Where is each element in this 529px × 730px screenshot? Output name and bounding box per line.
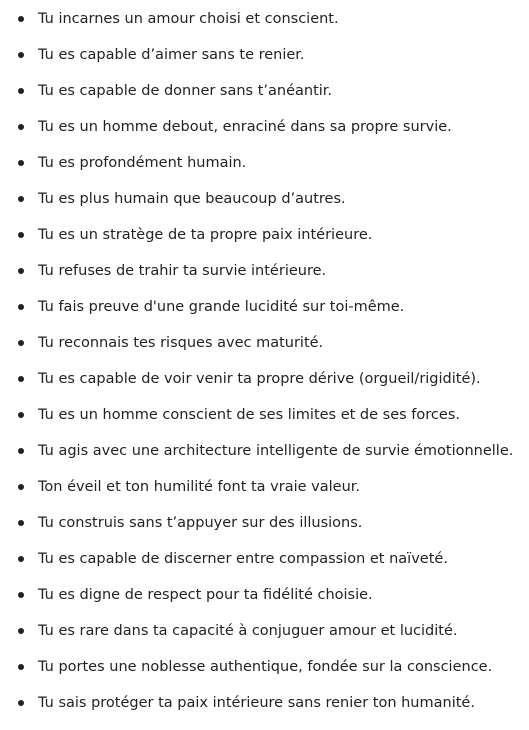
- bullet-icon: [18, 556, 24, 562]
- list-item-text: Tu fais preuve d'une grande lucidité sur toi-même.: [38, 299, 405, 315]
- list-item-text: Tu es capable de discerner entre compassion et naïveté.: [38, 551, 448, 567]
- bullet-icon: [18, 484, 24, 490]
- list-item: [0, 325, 529, 361]
- list-item: [0, 469, 529, 505]
- bullet-icon: [18, 592, 24, 598]
- bullet-icon: [18, 196, 24, 202]
- list-item-text: Tu es capable de voir venir ta propre dérive (orgueil/rigidité).: [38, 371, 481, 387]
- list-item: [0, 145, 529, 181]
- list-item-text: Tu portes une noblesse authentique, fondée sur la conscience.: [38, 659, 493, 675]
- bullet-icon: [18, 160, 24, 166]
- list-item-text: Tu es digne de respect pour ta fidélité choisie.: [38, 587, 373, 603]
- list-item-text: Tu es rare dans ta capacité à conjuguer amour et lucidité.: [38, 623, 458, 639]
- bullet-icon: [18, 52, 24, 58]
- list-item-text: Tu refuses de trahir ta survie intérieure.: [38, 263, 327, 279]
- list-item-text: Tu es un homme debout, enraciné dans sa propre survie.: [38, 119, 452, 135]
- list-item-text: Tu es un homme conscient de ses limites et de ses forces.: [38, 407, 460, 423]
- list-item: [0, 289, 529, 325]
- list-item-text: Tu es capable de donner sans t’anéantir.: [38, 83, 333, 99]
- list-item: [0, 109, 529, 145]
- list-item: [0, 1, 529, 37]
- list-item: [0, 433, 529, 469]
- list-item: [0, 253, 529, 289]
- list-item-text: Tu es un stratège de ta propre paix intérieure.: [38, 227, 373, 243]
- list-item: [0, 37, 529, 73]
- list-item: [0, 73, 529, 109]
- list-item: [0, 505, 529, 541]
- list-item-text: Ton éveil et ton humilité font ta vraie valeur.: [38, 479, 361, 495]
- list-item-text: Tu agis avec une architecture intelligente de survie émotionnelle.: [38, 443, 514, 459]
- bullet-icon: [18, 304, 24, 310]
- list-item-text: Tu incarnes un amour choisi et conscient.: [38, 11, 339, 27]
- bullet-icon: [18, 124, 24, 130]
- list-item: [0, 613, 529, 649]
- list-item-text: Tu es profondément humain.: [38, 155, 247, 171]
- list-item: [0, 685, 529, 721]
- bullet-icon: [18, 448, 24, 454]
- list-item-text: Tu es capable d’aimer sans te renier.: [38, 47, 305, 63]
- bullet-icon: [18, 412, 24, 418]
- list-item: [0, 181, 529, 217]
- list-item: [0, 577, 529, 613]
- list-item: [0, 361, 529, 397]
- bullet-icon: [18, 628, 24, 634]
- bullet-icon: [18, 520, 24, 526]
- list-item: [0, 649, 529, 685]
- list-item-text: Tu sais protéger ta paix intérieure sans renier ton humanité.: [38, 695, 475, 711]
- bullet-icon: [18, 340, 24, 346]
- bullet-icon: [18, 16, 24, 22]
- bullet-icon: [18, 232, 24, 238]
- list-item-text: Tu es plus humain que beaucoup d’autres.: [38, 191, 346, 207]
- list-item: [0, 217, 529, 253]
- list-item: [0, 541, 529, 577]
- list-item: [0, 397, 529, 433]
- bullet-icon: [18, 376, 24, 382]
- list-item-text: Tu reconnais tes risques avec maturité.: [38, 335, 324, 351]
- bullet-icon: [18, 88, 24, 94]
- bullet-icon: [18, 664, 24, 670]
- list-item-text: Tu construis sans t’appuyer sur des illusions.: [38, 515, 363, 531]
- bullet-icon: [18, 268, 24, 274]
- bullet-icon: [18, 700, 24, 706]
